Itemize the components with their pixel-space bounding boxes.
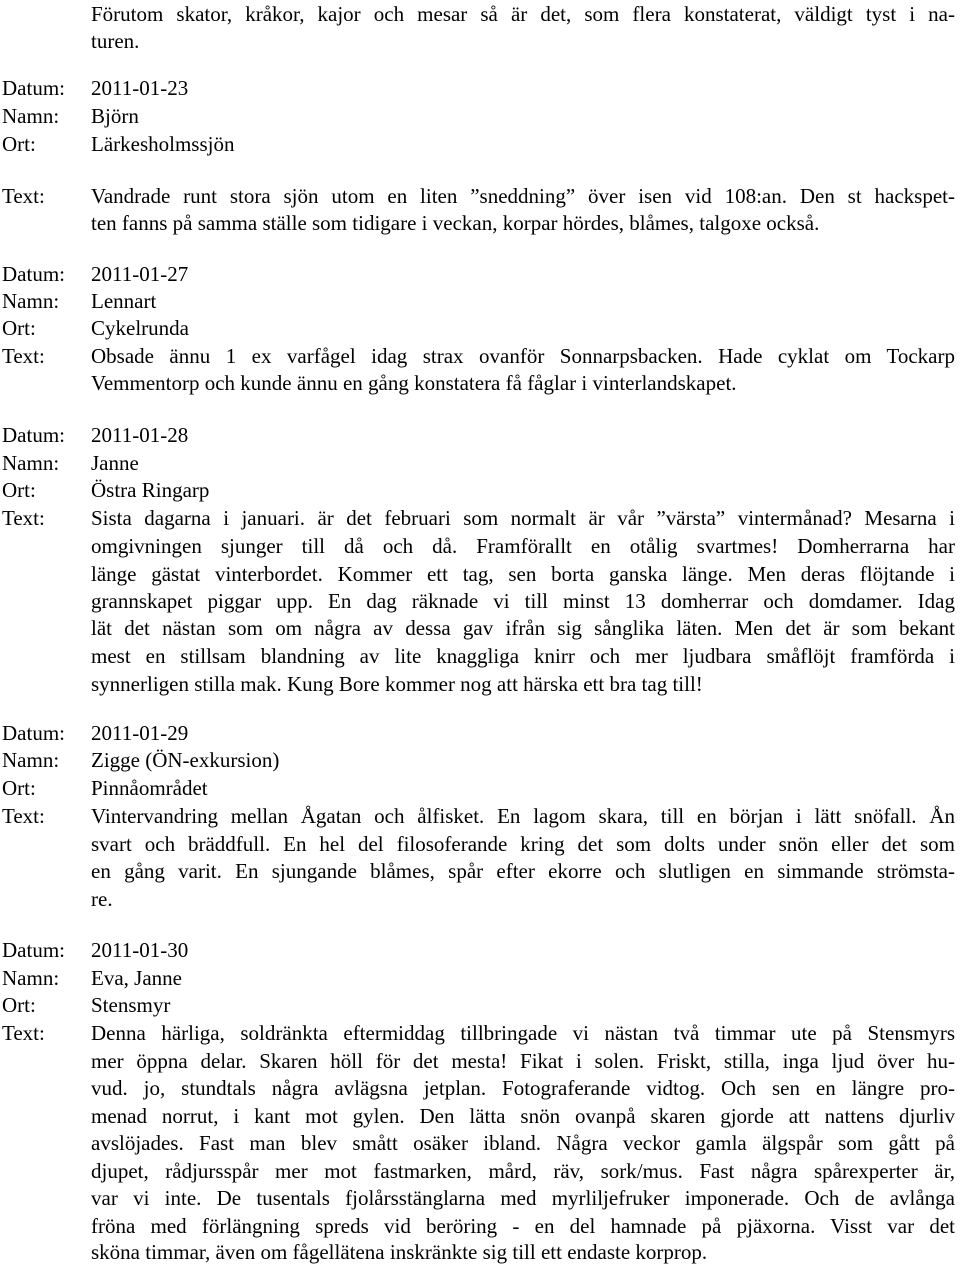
namn-value: Lennart (91, 289, 157, 313)
entry-namn-row (0, 449, 960, 477)
namn-label: Namn: (2, 289, 60, 313)
entry-ort-row (0, 130, 960, 158)
entry-datum-row (0, 936, 960, 964)
text-line: Vemmentorp och kunde ännu en gång konstatera få fåglar i vinterlandskapet. (91, 371, 737, 395)
text-line: djupet, rådjursspår mer mot fastmarken, mård, räv, sork/mus. Fast några spårexperter är, (91, 1159, 955, 1183)
datum-value: 2011-01-30 (91, 938, 189, 962)
text-line: var vi inte. De tusentals fjolårsstänglarna med myrliljefruker imponerade. Och de avlånga (91, 1186, 955, 1210)
entry-text-row (0, 1102, 960, 1130)
namn-value: Björn (91, 104, 139, 128)
datum-label: Datum: (2, 76, 65, 100)
entry-text-row (0, 614, 960, 642)
entry-text-row (0, 857, 960, 885)
text-line: vud. jo, stundtals några avlägsna jetplan. Fotograferande vidtog. Och sen en längre pro- (91, 1076, 955, 1100)
text-line: ten fanns på samma ställe som tidigare i veckan, korpar hördes, blåmes, talgoxe också. (91, 211, 820, 235)
ort-label: Ort: (2, 776, 36, 800)
text-label: Text: (2, 184, 45, 208)
text-line: lät det nästan som om några av dessa gav ifrån sig sånglika läten. Men det är som bekant (91, 616, 955, 640)
text-line: avslöjades. Fast man blev smått osäker ibland. Några veckor gamla älgspår som gått på (91, 1131, 955, 1155)
text-line: omgivningen sjunger till då och då. Framförallt en otålig svartmes! Domherrarna har (91, 534, 955, 558)
ort-label: Ort: (2, 478, 36, 502)
ort-label: Ort: (2, 993, 36, 1017)
entry-datum-row (0, 421, 960, 449)
text-line: en gång varit. En sjungande blåmes, spår efter ekorre och slutligen en simmande strömsta- (91, 859, 955, 883)
ort-value: Cykelrunda (91, 316, 189, 340)
text-line: synnerligen stilla mak. Kung Bore kommer nog att härska ett bra tag till! (91, 672, 703, 696)
text-line: Denna härliga, soldränkta eftermiddag tillbringade vi nästan två timmar ute på Stensmyrs (91, 1021, 955, 1045)
text-label: Text: (2, 804, 45, 828)
datum-value: 2011-01-28 (91, 423, 189, 447)
text-line: länge gästat vinterbordet. Kommer ett tag, sen borta ganska länge. Men deras flöjtande i (91, 562, 955, 586)
entry-text-row (0, 802, 960, 830)
intro-line (0, 0, 960, 28)
namn-label: Namn: (2, 748, 60, 772)
entry-namn-row (0, 964, 960, 992)
datum-label: Datum: (2, 721, 65, 745)
entry-text-row (0, 1129, 960, 1157)
text-label: Text: (2, 506, 45, 530)
entry-text-row (0, 830, 960, 858)
namn-value: Eva, Janne (91, 966, 182, 990)
entry-namn-row (0, 287, 960, 315)
text-line: Obsade ännu 1 ex varfågel idag strax ovanför Sonnarpsbacken. Hade cyklat om Tockarp (91, 344, 955, 368)
ort-value: Östra Ringarp (91, 478, 210, 502)
ort-value: Stensmyr (91, 993, 171, 1017)
text-line: svart och bräddfull. En hel del filosoferande kring det som dolts under snön eller det som (91, 832, 955, 856)
namn-value: Janne (91, 451, 139, 475)
entry-text-row (0, 1047, 960, 1075)
entry-text-row (0, 885, 960, 913)
entry-text-row (0, 209, 960, 237)
entry-ort-row (0, 314, 960, 342)
entry-ort-row (0, 991, 960, 1019)
entry-text-row (0, 1074, 960, 1102)
text-line: menad norrut, i kant mot gylen. Den lätta snön ovanpå skaren gjorde att nattens djurliv (91, 1104, 955, 1128)
namn-value: Zigge (ÖN-exkursion) (91, 748, 280, 772)
text-line: Vandrade runt stora sjön utom en liten ”sneddning” över isen vid 108:an. Den st hackspet- (91, 184, 955, 208)
text-line: Sista dagarna i januari. är det februari som normalt är vår ”värsta” vintermånad? Mesarna i (91, 506, 955, 530)
entry-text-row (0, 532, 960, 560)
datum-label: Datum: (2, 262, 65, 286)
entry-namn-row (0, 102, 960, 130)
entry-datum-row (0, 260, 960, 288)
intro-text: Förutom skator, kråkor, kajor och mesar så är det, som flera konstaterat, väldigt tyst i na- (91, 2, 955, 26)
text-line: re. (91, 887, 113, 911)
entry-text-row (0, 1238, 960, 1266)
datum-value: 2011-01-23 (91, 76, 189, 100)
text-label: Text: (2, 1021, 45, 1045)
intro-line (0, 27, 960, 55)
datum-value: 2011-01-29 (91, 721, 189, 745)
text-line: sköna timmar, även om fågellätena inskränkte sig till ett endaste korprop. (91, 1240, 708, 1264)
ort-value: Pinnåområdet (91, 776, 208, 800)
namn-label: Namn: (2, 451, 60, 475)
entry-text-row (0, 1212, 960, 1240)
entry-datum-row (0, 74, 960, 102)
entry-text-row (0, 342, 960, 370)
intro-text: turen. (91, 29, 140, 53)
ort-label: Ort: (2, 316, 36, 340)
entry-text-row (0, 1019, 960, 1047)
datum-value: 2011-01-27 (91, 262, 189, 286)
text-line: mest en stillsam blandning av lite knaggliga knirr och mer ljudbara småflöjt framförda i (91, 644, 955, 668)
entry-text-row (0, 560, 960, 588)
entry-ort-row (0, 774, 960, 802)
text-line: Vintervandring mellan Ågatan och ålfisket. En lagom skara, till en början i lätt snöfall. Ån (91, 804, 955, 828)
entry-text-row (0, 1184, 960, 1212)
datum-label: Datum: (2, 423, 65, 447)
namn-label: Namn: (2, 104, 60, 128)
text-line: grannskapet piggar upp. En dag räknade vi till minst 13 domherrar och domdamer. Idag (91, 589, 955, 613)
entry-text-row (0, 670, 960, 698)
entry-text-row (0, 369, 960, 397)
namn-label: Namn: (2, 966, 60, 990)
entry-text-row (0, 1157, 960, 1185)
entry-namn-row (0, 746, 960, 774)
entry-text-row (0, 642, 960, 670)
datum-label: Datum: (2, 938, 65, 962)
entry-ort-row (0, 476, 960, 504)
text-label: Text: (2, 344, 45, 368)
ort-label: Ort: (2, 132, 36, 156)
ort-value: Lärkesholmssjön (91, 132, 235, 156)
entry-text-row (0, 182, 960, 210)
entry-text-row (0, 504, 960, 532)
entry-text-row (0, 587, 960, 615)
text-line: fröna med förlängning spreds vid beröring - en del hamnade på pjäxorna. Visst var det (91, 1214, 955, 1238)
entry-datum-row (0, 719, 960, 747)
text-line: mer öppna delar. Skaren höll för det mesta! Fikat i solen. Friskt, stilla, inga ljud över hu- (91, 1049, 955, 1073)
